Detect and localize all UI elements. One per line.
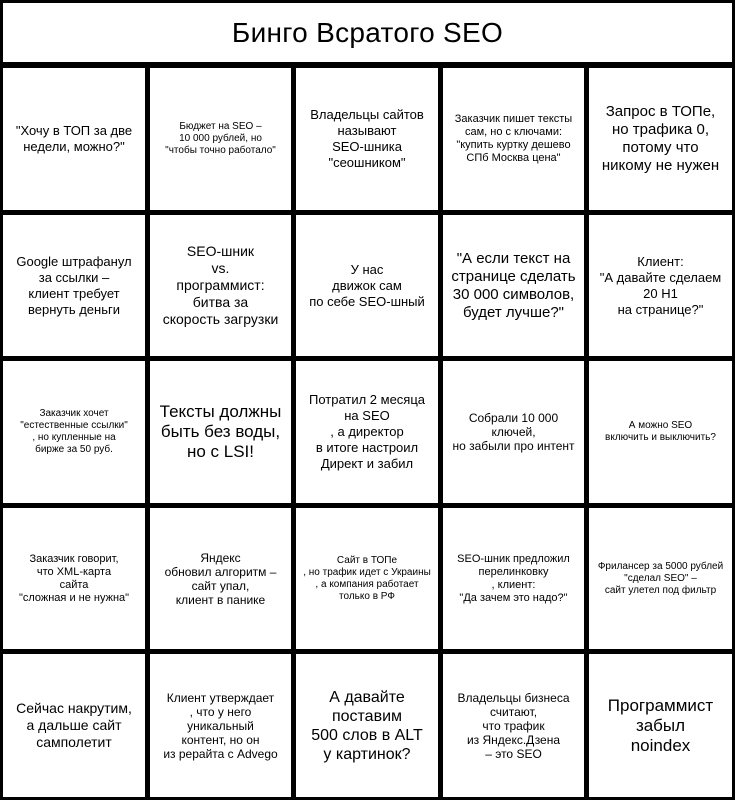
bingo-cell	[3, 654, 145, 797]
cell-text: А можно SEO включить и выключить?	[605, 420, 716, 443]
bingo-cell	[3, 361, 145, 503]
cell-text: SEO-шник предложил перелинковку , клиент: "Да зачем это надо?"	[457, 552, 570, 604]
bingo-cell	[443, 654, 584, 797]
cell-text: Сайт в ТОПе , но трафик идет с Украины , а компания работает только в РФ	[303, 554, 431, 602]
bingo-cell	[443, 361, 584, 503]
cell-text: Собрали 10 000 ключей, но забыли про интент	[452, 411, 575, 453]
bingo-cell	[150, 508, 291, 649]
bingo-cell	[443, 508, 584, 649]
bingo-cell	[150, 654, 291, 797]
cell-text: "А если текст на странице сделать 30 000 символов, будет лучше?"	[451, 249, 576, 321]
cell-text: Фрилансер за 5000 рублей "сделал SEO" – сайт улетел под фильтр	[597, 560, 724, 596]
bingo-cell	[589, 654, 732, 797]
cell-text: "Хочу в ТОП за две недели, можно?"	[15, 123, 133, 154]
bingo-cell	[3, 68, 145, 210]
cell-text: А давайте поставим 500 слов в ALT у картинок?	[311, 688, 423, 763]
bingo-cell	[296, 215, 438, 356]
bingo-cell	[150, 361, 291, 503]
cell-text: Запрос в ТОПе, но трафика 0, потому что никому не нужен	[601, 103, 720, 174]
cell-text: Клиент: "А давайте сделаем 20 H1 на странице?"	[599, 253, 722, 317]
cell-text: Клиент утверждает , что у него уникальный контент, но он из рерайта с Advego	[163, 690, 278, 761]
cell-text: Google штрафанул за ссылки – клиент требует вернуть деньги	[16, 253, 132, 317]
cell-text: Тексты должны быть без воды, но с LSI!	[159, 402, 282, 461]
bingo-cell	[150, 215, 291, 356]
cell-text: Владельцы сайтов называют SEO-шника "сеошником"	[310, 107, 424, 170]
bingo-cell	[589, 508, 732, 649]
bingo-cell	[589, 215, 732, 356]
bingo-cell	[150, 68, 291, 210]
page-title: Бинго Всратого SEO	[231, 16, 504, 48]
cell-text: SEO-шник vs. программист: битва за скорость загрузки	[162, 243, 279, 327]
cell-text: Заказчик говорит, что XML-карта сайта "сложная и не нужна"	[18, 552, 130, 604]
bingo-cell	[443, 68, 584, 210]
cell-text: Заказчик пишет тексты сам, но с ключами: "купить куртку дешево СПб Москва цена"	[454, 113, 573, 164]
bingo-cell	[3, 215, 145, 356]
bingo-cell	[3, 508, 145, 649]
cell-text: Яндекс обновил алгоритм – сайт упал, клиент в панике	[164, 550, 277, 607]
bingo-cell	[296, 654, 438, 797]
title-box	[3, 3, 732, 62]
cell-text: У нас движок сам по себе SEO-шный	[309, 261, 425, 309]
bingo-cell	[296, 68, 438, 210]
bingo-cell	[296, 361, 438, 503]
cell-text: Бюджет на SEO – 10 000 рублей, но "чтобы точно работало"	[165, 121, 276, 156]
cell-text: Программист забыл noindex	[607, 695, 714, 755]
bingo-cell	[589, 361, 732, 503]
bingo-cell	[443, 215, 584, 356]
bingo-cell	[296, 508, 438, 649]
bingo-cell	[589, 68, 732, 210]
cell-text: Владельцы бизнеса считают, что трафик из Яндекс.Дзена – это SEO	[457, 690, 570, 761]
cell-text: Потратил 2 месяца на SEO , а директор в итоге настроил Директ и забил	[308, 392, 426, 471]
cell-text: Сейчас накрутим, а дальше сайт самполетит	[16, 700, 132, 750]
cell-text: Заказчик хочет "естественные ссылки" , но купленные на бирже за 50 руб.	[20, 408, 128, 455]
